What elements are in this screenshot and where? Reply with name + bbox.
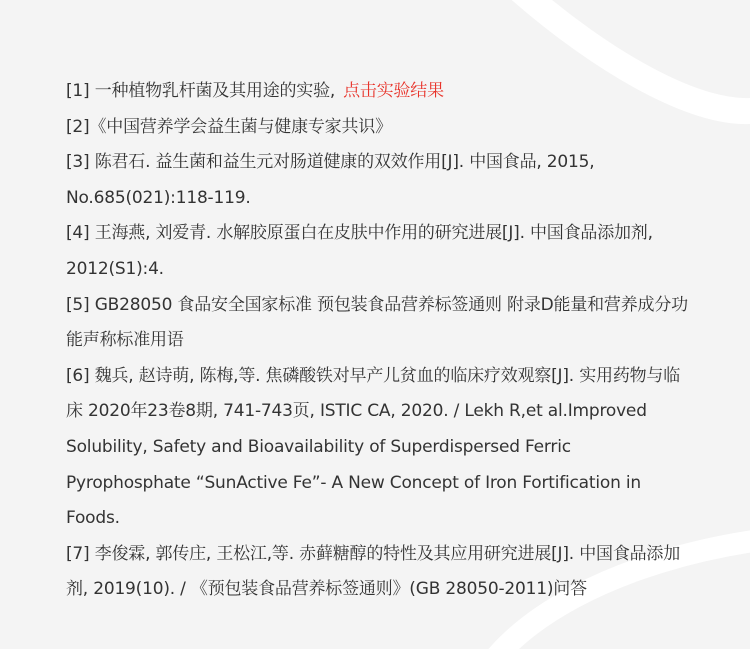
reference-number: [3] [66, 152, 90, 173]
reference-item-6 [66, 359, 696, 537]
reference-text: 一种植物乳杆菌及其用途的实验, [94, 81, 336, 101]
reference-text: 王海燕, 刘爱青. 水解胶原蛋白在皮肤中作用的研究进展[J]. 中国食品添加剂, 2012(S1):4. [66, 223, 653, 279]
reference-item-1 [66, 74, 696, 110]
reference-number: [1] [66, 81, 90, 101]
reference-item-5 [66, 288, 696, 359]
reference-number: [4] [66, 223, 90, 244]
reference-number: [7] [66, 543, 90, 564]
reference-list [66, 74, 696, 608]
reference-number: [2] [66, 116, 90, 137]
reference-item-3 [66, 145, 696, 216]
reference-text: 魏兵, 赵诗萌, 陈梅,等. 焦磷酸铁对早产儿贫血的临床疗效观察[J]. 实用药物与临床 2020年23卷8期, 741-743页, ISTIC CA, 2020. / Lekh R,et al.Improved Solubility, Safety and Bioavailability of Superdispersed Ferric Pyrophosphate “SunActive Fe”- A New Concept of Iron Fortification in Foods. [66, 365, 681, 529]
reference-text: 陈君石. 益生菌和益生元对肠道健康的双效作用[J]. 中国食品, 2015, No.685(021):118-119. [66, 152, 595, 208]
reference-number: [6] [66, 365, 90, 386]
reference-item-7 [66, 537, 696, 608]
reference-item-4 [66, 216, 696, 287]
experiment-results-link[interactable]: 点击实验结果 [343, 81, 444, 101]
reference-text: 《中国营养学会益生菌与健康专家共识》 [89, 116, 392, 137]
reference-text: 李俊霖, 郭传庄, 王松江,等. 赤藓糖醇的特性及其应用研究进展[J]. 中国食品添加剂, 2019(10). / 《预包装食品营养标签通则》(GB 28050-2011)问答 [66, 543, 681, 600]
reference-text: GB28050 食品安全国家标准 预包装食品营养标签通则 附录D能量和营养成分功能声称标准用语 [66, 294, 688, 351]
reference-item-2 [66, 110, 696, 146]
reference-number: [5] [66, 294, 90, 315]
